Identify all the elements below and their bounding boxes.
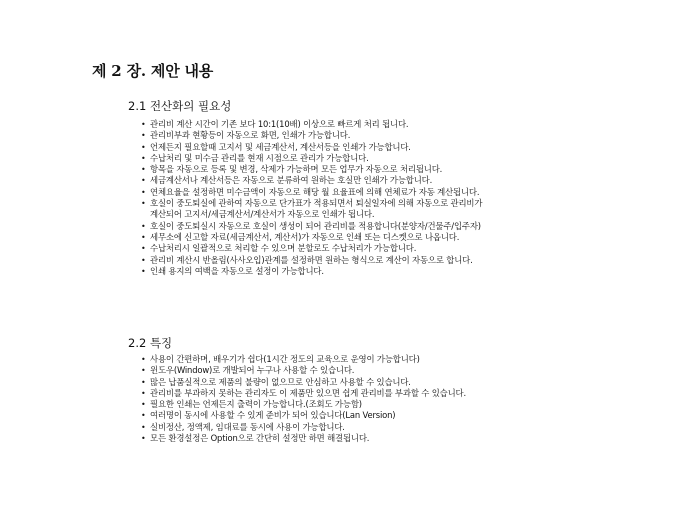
bullet-icon: • [141, 199, 146, 209]
list-item-text: 사용이 간편하며, 배우기가 쉽다(1시간 정도의 교육으로 운영이 가능합니다) [150, 354, 420, 364]
bullet-icon: • [141, 131, 146, 141]
list-item-text: 인쇄 용지의 여백을 자동으로 설정이 가능합니다. [150, 265, 324, 276]
list-item-text: 관리비부과 현황등이 자동으로 화면, 인쇄가 가능합니다. [150, 130, 351, 141]
list-item [140, 354, 645, 365]
bullet-icon: • [141, 355, 146, 364]
list-item [140, 255, 645, 266]
list-item-text: 세무소에 신고할 자료(세금계산서, 계산서)가 자동으로 인쇄 또는 디스켓으로 나옵니다. [150, 231, 460, 242]
list-item [140, 198, 645, 221]
list-item-text: 호실이 중도퇴실시 자동으로 호실이 생성이 되어 관리비를 적용합니다(분양자/건물주/입주자) [150, 220, 481, 231]
bullet-icon: • [141, 142, 146, 152]
bullet-icon: • [141, 176, 146, 186]
necessity-list [140, 119, 645, 277]
list-item-text: 실비정산, 정액제, 임대료를 동시에 사용이 가능합니다. [150, 421, 345, 432]
list-item [140, 142, 645, 153]
list-item [140, 422, 645, 433]
list-item [140, 130, 645, 141]
list-item-text: 윈도우(Window)로 개발되어 누구나 사용할 수 있습니다. [150, 365, 355, 376]
list-item [140, 410, 645, 421]
list-item [140, 266, 645, 277]
list-item [140, 399, 645, 410]
bullet-icon: • [141, 232, 146, 242]
bullet-icon: • [141, 411, 146, 421]
bullet-icon: • [141, 255, 146, 265]
list-item [140, 164, 645, 175]
list-item-text: 연체요율을 설정하면 미수금액이 자동으로 해당 월 요율표에 의해 연체료가 자동 계산됩니다. [150, 186, 480, 197]
bullet-icon: • [141, 187, 146, 197]
list-item [140, 153, 645, 164]
chapter-title: 제 2 장. 제안 내용 [92, 62, 214, 80]
list-item [140, 221, 645, 232]
list-item-text: 관리비 계산 시간이 기존 보다 10:1(10배) 이상으로 빠르게 처리 됩니다. [150, 119, 409, 129]
list-item-text: 많은 납품실적으로 제품의 불량이 없으므로 안심하고 사용할 수 있습니다. [150, 376, 411, 387]
list-item-text: 수납처리 및 미수금 관리를 현재 시점으로 관리가 가능합니다. [150, 152, 369, 163]
bullet-icon: • [141, 400, 146, 410]
list-item [140, 377, 645, 388]
features-list [140, 354, 645, 444]
section-title-features: 2.2 특징 [128, 336, 173, 350]
list-item [140, 187, 645, 198]
list-item [140, 365, 645, 376]
list-item-text: 관리비 계산시 반올림(사사오입)관계를 설정하면 원하는 형식으로 계산이 자동으로 합니다. [150, 254, 473, 265]
bullet-icon: • [141, 221, 146, 231]
bullet-icon: • [141, 377, 146, 387]
list-item-text: 계산되어 고지서/세금계산서/계산서가 자동으로 인쇄가 됩니다. [150, 209, 375, 220]
bullet-icon: • [141, 244, 146, 254]
list-item-text: 수납처리시 일괄적으로 처리할 수 있으며 분할로도 수납처리가 가능합니다. [150, 243, 417, 254]
list-item [140, 119, 645, 130]
bullet-icon: • [141, 422, 146, 432]
list-item [140, 388, 645, 399]
bullet-icon: • [141, 120, 146, 129]
bullet-icon: • [141, 266, 146, 276]
list-item [140, 433, 645, 444]
bullet-icon: • [141, 165, 146, 175]
list-item-text: 여러명이 동시에 사용할 수 있게 준비가 되어 있습니다(Lan Version) [150, 410, 396, 421]
list-item-text: 관리비를 부과하지 못하는 관리자도 이 제품만 있으면 쉽게 관리비를 부과할 수 있습니다. [150, 387, 466, 398]
list-item-text: 모든 환경설정은 Option으로 간단히 설정만 하면 해결됩니다. [150, 433, 370, 444]
bullet-icon: • [141, 153, 146, 163]
list-item [140, 175, 645, 186]
bullet-icon: • [141, 434, 146, 444]
list-item-text: 언제든지 필요할때 고지서 및 세금계산서, 계산서등을 인쇄가 가능합니다. [150, 141, 411, 152]
bullet-icon: • [141, 388, 146, 398]
bullet-icon: • [141, 366, 146, 376]
section-title-necessity: 2.1 전산화의 필요성 [128, 99, 232, 113]
list-item [140, 232, 645, 243]
list-item-text: 호실이 중도퇴실에 관하여 자동으로 단가표가 적용되면서 퇴실일자에 의해 자동으로 관리비가 [150, 198, 483, 209]
list-item [140, 243, 645, 254]
list-item-text: 필요한 인쇄는 언제든지 출력이 가능합니다.(조회도 가능함) [150, 399, 362, 410]
list-item-text: 항목을 자동으로 등록 및 변경, 삭제가 가능하며 모든 업무가 자동으로 처리됩니다. [150, 164, 443, 175]
list-item-text: 세금계산서나 계산서등은 자동으로 분류하여 원하는 호실만 인쇄가 가능합니다. [150, 175, 433, 186]
